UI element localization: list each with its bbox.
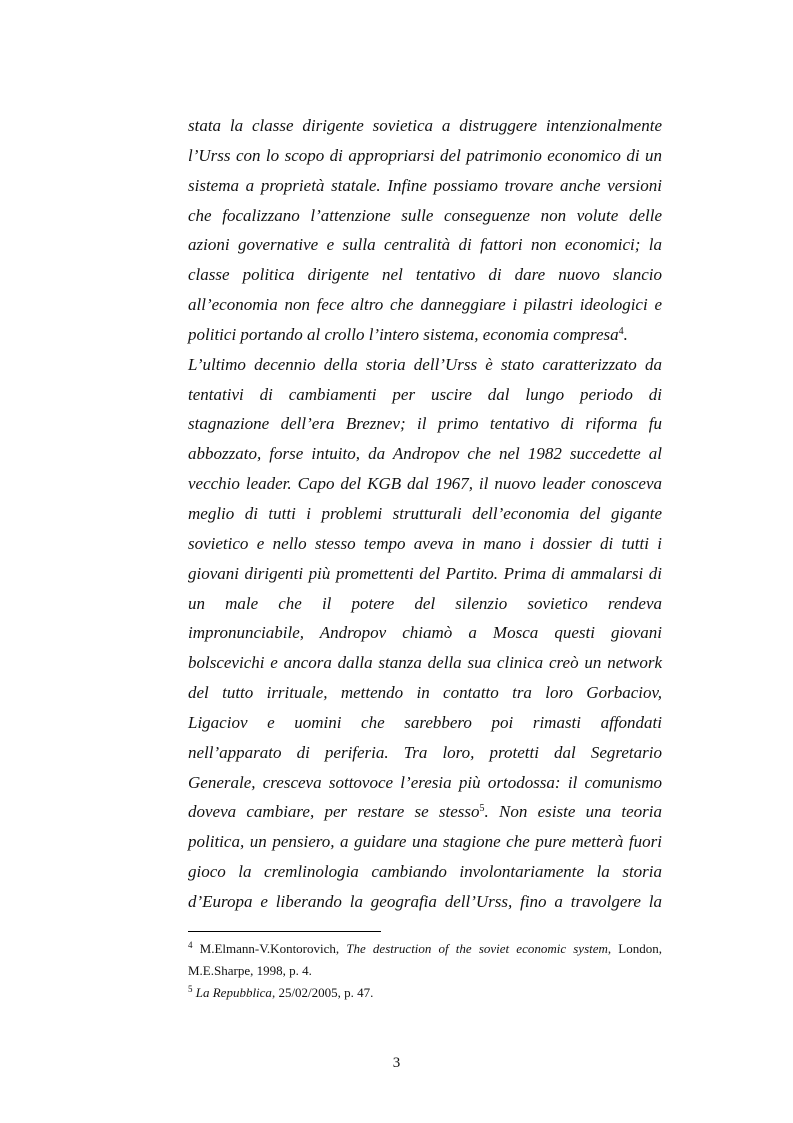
- footnote-publisher: , London,: [607, 941, 662, 956]
- text-segment: doveva cambiare, per restare se stesso: [188, 802, 480, 822]
- footnote-details: , 25/02/2005, p. 47.: [271, 985, 374, 1000]
- footnote-5: [188, 982, 662, 1004]
- text-segment: politici portando al crollo l’intero sistema, economia compresa: [188, 324, 619, 344]
- footnote-mark: 4: [188, 940, 193, 950]
- text-line: L’ultimo decennio della storia dell’Urss è stato caratterizzato da: [188, 354, 662, 374]
- text-line: Ligaciov e uomini che sarebbero poi rimasti affondati: [188, 712, 662, 732]
- text-line: impronunciabile, Andropov chiamò a Mosca questi giovani: [188, 623, 662, 643]
- footnote-title: La Repubblica: [195, 985, 272, 1000]
- text-line: l’Urss con lo scopo di appropriarsi del patrimonio economico di un: [188, 145, 662, 165]
- text-line: vecchio leader. Capo del KGB dal 1967, il nuovo leader conosceva: [188, 474, 662, 494]
- text-line: che focalizzano l’attenzione sulle conseguenze non volute delle: [188, 205, 662, 225]
- text-line: all’economia non fece altro che danneggiare i pilastri ideologici e: [188, 295, 662, 315]
- text-line: gioco la cremlinologia cambiando involontariamente la storia: [188, 862, 662, 882]
- body-text: [188, 111, 662, 917]
- text-line: stagnazione dell’era Breznev; il primo tentativo di riforma fu: [188, 414, 662, 434]
- text-line: azioni governative e sulla centralità di fattori non economici; la: [188, 235, 662, 255]
- footnote-ref-5[interactable]: 5: [479, 803, 485, 815]
- text-line-with-footnote-ref: [188, 320, 662, 350]
- footnote-authors: M.Elmann-V.Kontorovich,: [192, 941, 347, 956]
- text-line-with-footnote-ref: [188, 797, 662, 827]
- text-line: giovani dirigenti più promettenti del Partito. Prima di ammalarsi di: [188, 563, 662, 583]
- text-line: del tutto irrituale, mettendo in contatto tra loro Gorbaciov,: [188, 683, 662, 703]
- text-line: bolscevichi e ancora dalla stanza della sua clinica creò un network: [188, 653, 662, 673]
- text-line: politica, un pensiero, a guidare una stagione che pure metterà fuori: [188, 832, 662, 852]
- footnote-ref-4[interactable]: 4: [618, 325, 624, 337]
- text-line: tentativi di cambiamenti per uscire dal lungo periodo di: [188, 384, 662, 404]
- text-line: abbozzato, forse intuito, da Andropov che nel 1982 succedette al: [188, 444, 662, 464]
- text-line: un male che il potere del silenzio sovietico rendeva: [188, 593, 662, 613]
- text-line: Generale, cresceva sottovoce l’eresia più ortodossa: il comunismo: [188, 772, 662, 792]
- text-line: sovietico e nello stesso tempo aveva in mano i dossier di tutti i: [188, 533, 662, 553]
- page-number: 3: [392, 1055, 401, 1071]
- text-line: nell’apparato di periferia. Tra loro, protetti dal Segretario: [188, 742, 662, 762]
- text-line: meglio di tutti i problemi strutturali dell’economia del gigante: [188, 503, 662, 523]
- footnotes: [188, 938, 662, 1004]
- text-line: stata la classe dirigente sovietica a distruggere intenzionalmente: [188, 116, 662, 135]
- text-segment: . Non esiste una teoria: [484, 802, 662, 822]
- footnote-4: [188, 938, 662, 960]
- text-line: sistema a proprietà statale. Infine possiamo trovare anche versioni: [188, 175, 662, 195]
- text-line: classe politica dirigente nel tentativo di dare nuovo slancio: [188, 265, 662, 285]
- text-line: d’Europa e liberando la geografia dell’Urss, fino a travolgere la: [188, 891, 662, 911]
- footnote-mark: 5: [188, 984, 193, 994]
- footnote-separator: [188, 931, 381, 932]
- footnote-title: The destruction of the soviet economic system: [346, 941, 608, 956]
- footnote-4-continued: M.E.Sharpe, 1998, p. 4.: [188, 963, 312, 978]
- text-segment: .: [623, 324, 628, 344]
